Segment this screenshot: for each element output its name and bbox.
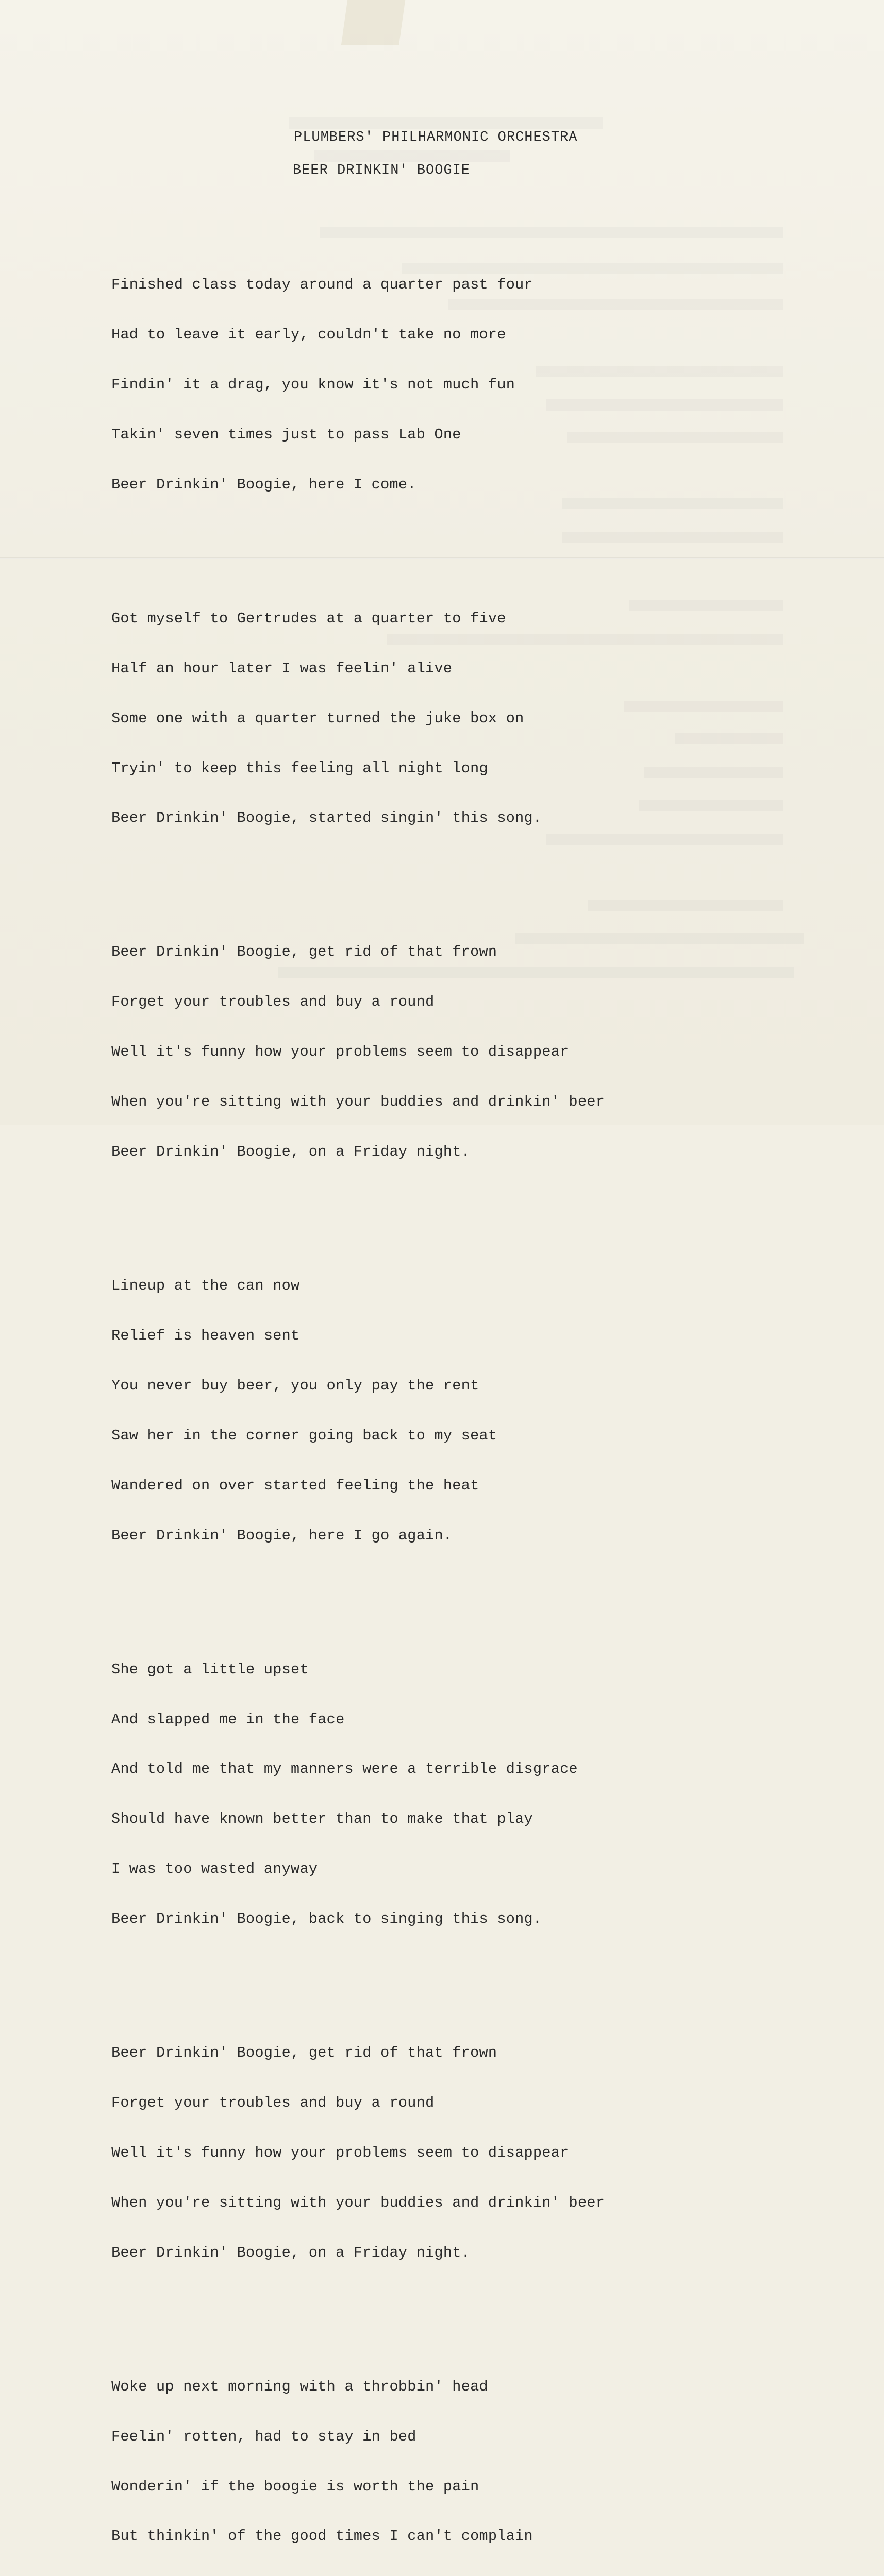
lyric-line: Beer Drinkin' Boogie, here I come. <box>111 476 416 493</box>
song-title: BEER DRINKIN' BOOGIE <box>293 163 471 178</box>
lyric-line: Feelin' rotten, had to stay in bed <box>111 2428 416 2445</box>
lyric-line: Well it's funny how your problems seem to disappear <box>111 1043 569 1061</box>
stanza <box>111 1628 833 1961</box>
stanza <box>111 2345 833 2576</box>
lyric-line: Saw her in the corner going back to my seat <box>111 1427 497 1444</box>
stanza <box>111 2012 833 2295</box>
lyric-line: Tryin' to keep this feeling all night long <box>111 759 488 777</box>
lyric-line: And told me that my manners were a terrible disgrace <box>111 1760 578 1778</box>
lyric-line: She got a little upset <box>111 1660 309 1678</box>
stanza <box>111 244 833 527</box>
lyric-line: Forget your troubles and buy a round <box>111 2094 435 2112</box>
lyric-line: Finished class today around a quarter past four <box>111 276 533 294</box>
lyric-line: Had to leave it early, couldn't take no more <box>111 326 506 344</box>
lyric-line: When you're sitting with your buddies and drinkin' beer <box>111 1093 605 1111</box>
lyric-line: Forget your troubles and buy a round <box>111 993 435 1011</box>
stanza <box>111 1245 833 1578</box>
lyric-line: Beer Drinkin' Boogie, here I go again. <box>111 1527 453 1544</box>
lyric-line: Beer Drinkin' Boogie, on a Friday night. <box>111 2244 471 2261</box>
lyric-line: Woke up next morning with a throbbin' head <box>111 2378 488 2395</box>
lyric-line: Some one with a quarter turned the juke box on <box>111 709 524 727</box>
lyric-line: When you're sitting with your buddies and drinkin' beer <box>111 2194 605 2211</box>
lyric-line: Lineup at the can now <box>111 1277 300 1295</box>
lyric-line: Wandered on over started feeling the heat <box>111 1477 479 1494</box>
stanza <box>111 911 833 1194</box>
lyrics-body <box>111 210 833 2576</box>
document-title: PLUMBERS' PHILHARMONIC ORCHESTRA <box>294 130 578 145</box>
stanza <box>111 577 833 860</box>
lyric-line: Relief is heaven sent <box>111 1327 300 1344</box>
lyric-line: Beer Drinkin' Boogie, started singin' this song. <box>111 809 542 827</box>
lyric-line: Beer Drinkin' Boogie, on a Friday night. <box>111 1143 471 1161</box>
lyric-line: And slapped me in the face <box>111 1710 345 1728</box>
lyric-line: But thinkin' of the good times I can't complain <box>111 2528 533 2545</box>
tape-mark <box>341 0 405 45</box>
lyric-line: Well it's funny how your problems seem to disappear <box>111 2144 569 2161</box>
lyric-line: Wonderin' if the boogie is worth the pain <box>111 2478 479 2495</box>
lyric-line: Takin' seven times just to pass Lab One <box>111 426 461 443</box>
lyric-line: Beer Drinkin' Boogie, back to singing this song. <box>111 1910 542 1928</box>
lyric-line: I was too wasted anyway <box>111 1860 318 1878</box>
lyric-line: Findin' it a drag, you know it's not much fun <box>111 376 515 393</box>
lyric-line: Should have known better than to make that play <box>111 1810 533 1828</box>
lyric-line: Beer Drinkin' Boogie, get rid of that frown <box>111 943 497 961</box>
lyric-line: You never buy beer, you only pay the rent <box>111 1377 479 1394</box>
lyric-line: Beer Drinkin' Boogie, get rid of that frown <box>111 2044 497 2062</box>
lyric-line: Half an hour later I was feelin' alive <box>111 659 453 677</box>
lyric-line: Got myself to Gertrudes at a quarter to five <box>111 609 506 627</box>
